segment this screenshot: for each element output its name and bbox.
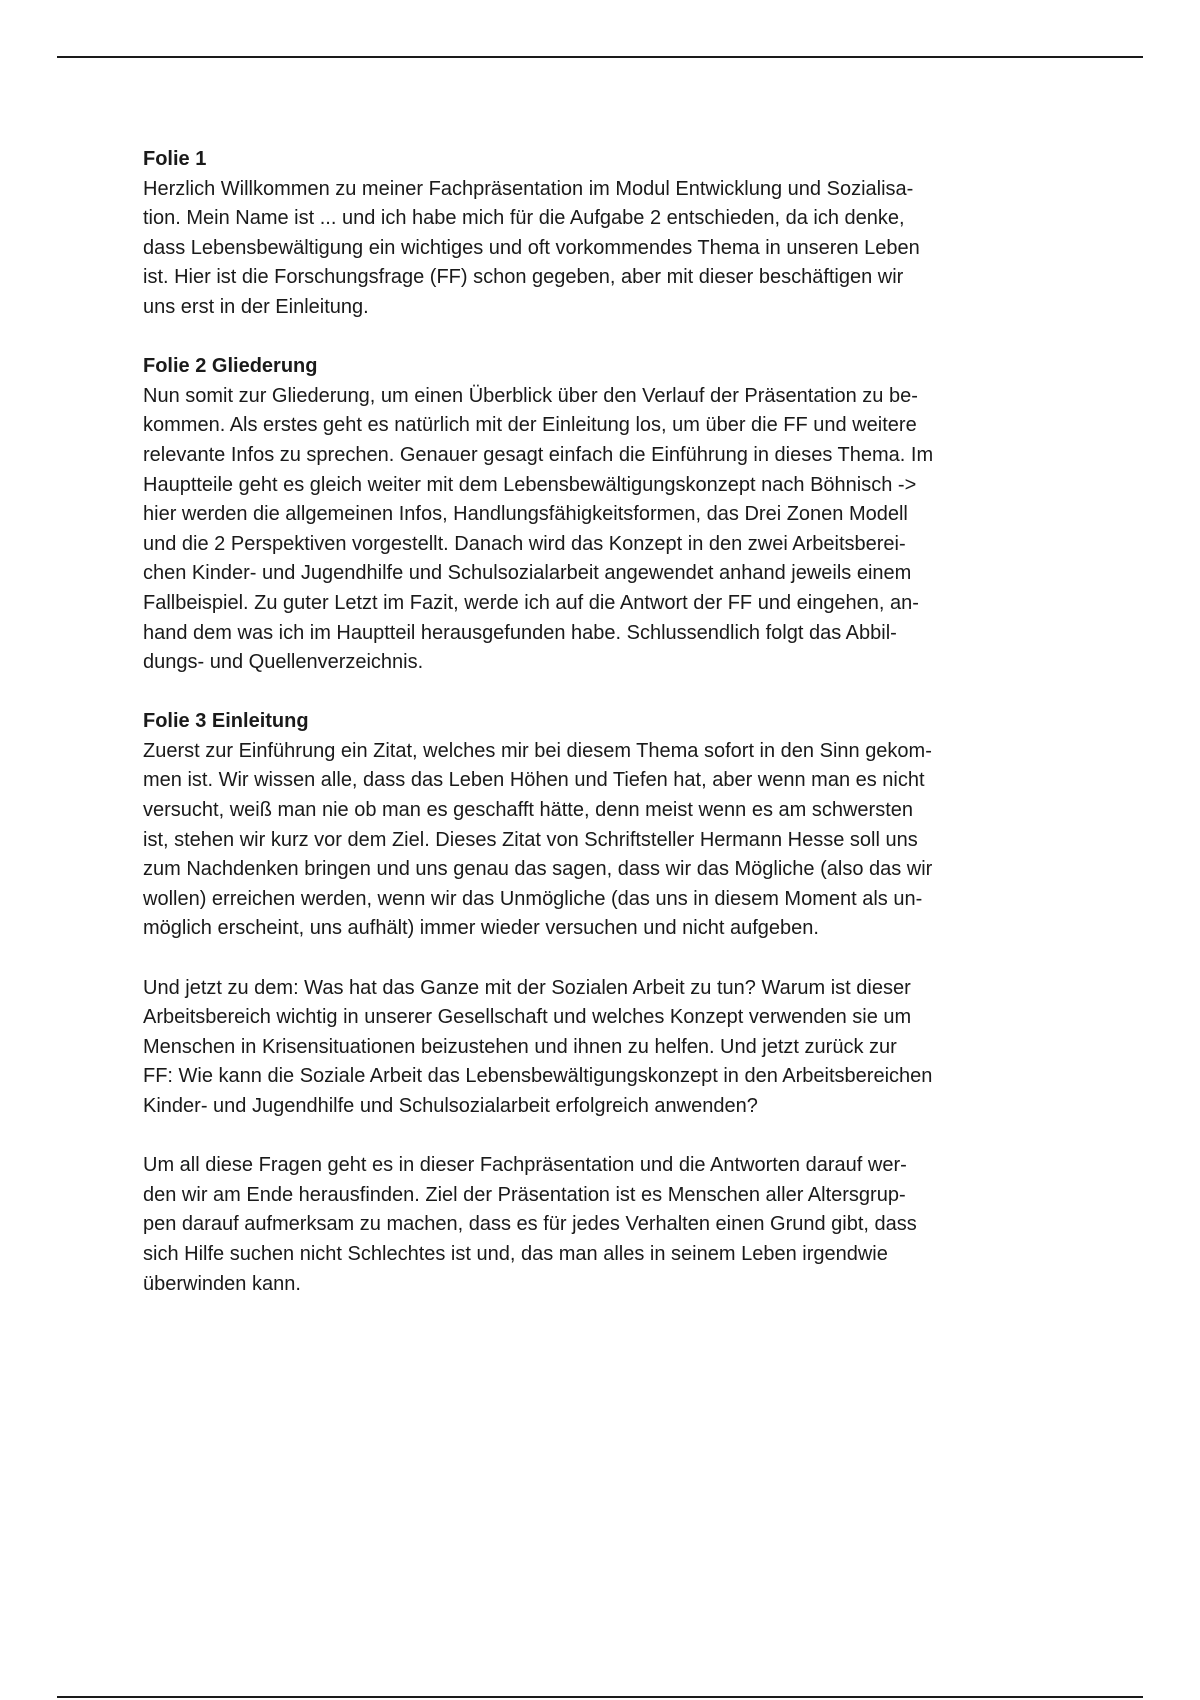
header-rule <box>57 56 1143 58</box>
text-line: tion. Mein Name ist ... und ich habe mich für die Aufgabe 2 entschieden, da ich denke, <box>143 207 905 230</box>
text-line: FF: Wie kann die Soziale Arbeit das Lebensbewältigungskonzept in den Arbeitsbereichen <box>143 1065 933 1088</box>
text-line: Nun somit zur Gliederung, um einen Überblick über den Verlauf der Präsentation zu be- <box>143 384 918 407</box>
text-line: wollen) erreichen werden, wenn wir das Unmögliche (das uns in diesem Moment als un- <box>143 887 923 910</box>
text-line: ist. Hier ist die Forschungsfrage (FF) schon gegeben, aber mit dieser beschäftigen wir <box>143 266 904 289</box>
text-line: chen Kinder- und Jugendhilfe und Schulsozialarbeit angewendet anhand jeweils einem <box>143 562 912 585</box>
section-folie-1 <box>143 145 1063 323</box>
text-line: überwinden kann. <box>143 1272 301 1295</box>
spacer <box>143 678 1063 708</box>
text-line: hand dem was ich im Hauptteil herausgefunden habe. Schlussendlich folgt das Abbil- <box>143 621 897 644</box>
text-line: dass Lebensbewältigung ein wichtiges und oft vorkommendes Thema in unseren Leben <box>143 236 920 259</box>
text-line: Arbeitsbereich wichtig in unserer Gesellschaft und welches Konzept verwenden sie um <box>143 1006 912 1029</box>
text-line: hier werden die allgemeinen Infos, Handlungsfähigkeitsformen, das Drei Zonen Modell <box>143 503 908 526</box>
spacer <box>143 323 1063 353</box>
text-line: dungs- und Quellenverzeichnis. <box>143 651 424 674</box>
text-line: Fallbeispiel. Zu guter Letzt im Fazit, werde ich auf die Antwort der FF und eingehen, an- <box>143 591 919 614</box>
text-line: versucht, weiß man nie ob man es geschafft hätte, denn meist wenn es am schwersten <box>143 799 914 822</box>
section-heading: Folie 3 Einleitung <box>143 710 309 733</box>
text-line: Kinder- und Jugendhilfe und Schulsozialarbeit erfolgreich anwenden? <box>143 1095 758 1117</box>
spacer <box>143 1122 1063 1152</box>
text-line: pen darauf aufmerksam zu machen, dass es für jedes Verhalten einen Grund gibt, dass <box>143 1213 917 1236</box>
text-line: Hauptteile geht es gleich weiter mit dem Lebensbewältigungskonzept nach Böhnisch -> <box>143 473 917 496</box>
text-line: Herzlich Willkommen zu meiner Fachpräsentation im Modul Entwicklung und Sozialisa- <box>143 177 914 200</box>
section-heading: Folie 2 Gliederung <box>143 355 318 378</box>
text-line: Und jetzt zu dem: Was hat das Ganze mit der Sozialen Arbeit zu tun? Warum ist dieser <box>143 976 911 999</box>
text-line: men ist. Wir wissen alle, dass das Leben Höhen und Tiefen hat, aber wenn man es nicht <box>143 769 925 792</box>
text-line: möglich erscheint, uns aufhält) immer wieder versuchen und nicht aufgeben. <box>143 917 819 940</box>
section-folie-2 <box>143 352 1063 678</box>
section-folie-3 <box>143 707 1063 1299</box>
text-line: relevante Infos zu sprechen. Genauer gesagt einfach die Einführung in dieses Thema. Im <box>143 443 934 466</box>
paragraph <box>143 1151 1063 1299</box>
paragraph <box>143 382 1063 678</box>
text-line: ist, stehen wir kurz vor dem Ziel. Dieses Zitat von Schriftsteller Hermann Hesse soll uns <box>143 828 918 851</box>
document-body <box>143 145 1063 1299</box>
text-line: und die 2 Perspektiven vorgestellt. Danach wird das Konzept in den zwei Arbeitsberei- <box>143 532 906 555</box>
paragraph <box>143 737 1063 944</box>
footer-rule <box>57 1696 1143 1698</box>
text-line: Um all diese Fragen geht es in dieser Fachpräsentation und die Antworten darauf wer- <box>143 1154 907 1177</box>
paragraph <box>143 974 1063 1122</box>
text-line: Menschen in Krisensituationen beizustehen und ihnen zu helfen. Und jetzt zurück zur <box>143 1035 897 1058</box>
spacer <box>143 944 1063 974</box>
paragraph <box>143 175 1063 323</box>
text-line: den wir am Ende herausfinden. Ziel der Präsentation ist es Menschen aller Altersgrup- <box>143 1183 906 1206</box>
text-line: kommen. Als erstes geht es natürlich mit der Einleitung los, um über die FF und weitere <box>143 414 917 437</box>
text-line: sich Hilfe suchen nicht Schlechtes ist und, das man alles in seinem Leben irgendwie <box>143 1242 888 1265</box>
section-heading: Folie 1 <box>143 148 207 170</box>
text-line: uns erst in der Einleitung. <box>143 295 369 318</box>
text-line: Zuerst zur Einführung ein Zitat, welches mir bei diesem Thema sofort in den Sinn gekom- <box>143 739 932 762</box>
text-line: zum Nachdenken bringen und uns genau das sagen, dass wir das Mögliche (also das wir <box>143 858 933 881</box>
